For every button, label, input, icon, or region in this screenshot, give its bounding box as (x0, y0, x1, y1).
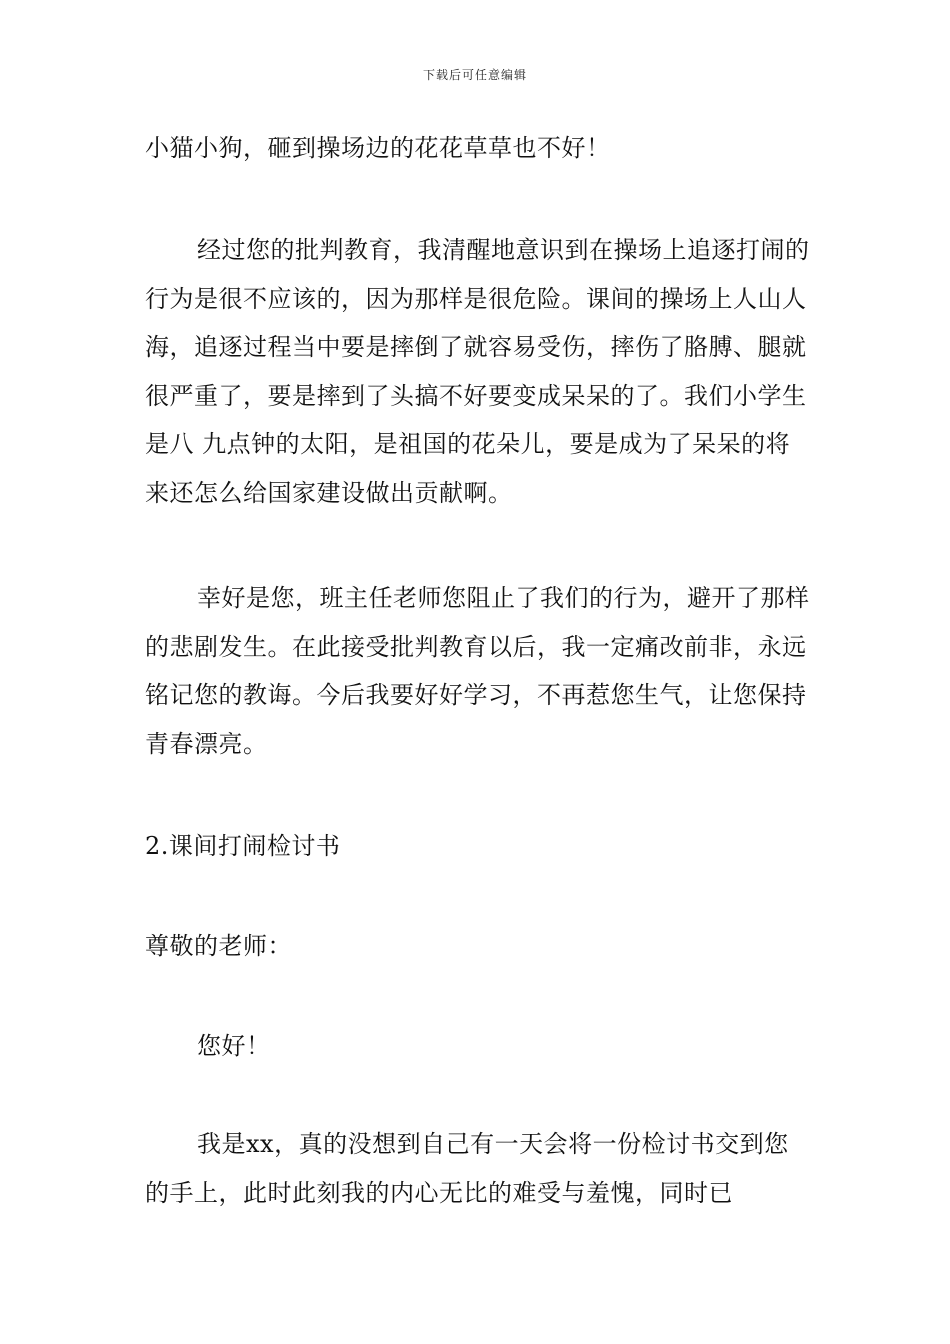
greeting: 您好！ (197, 1032, 271, 1060)
section-heading: 2.课间打闹检讨书 (145, 832, 341, 860)
paragraph-criticism: 经过您的批判教育，我清醒地意识到在操场上追逐打闹的行为是很不应该的，因为那样是很危险。课间的操场上人山人海，追逐过程当中要是摔倒了就容易受伤，摔伤了胳膊、腿就很严重了，要是摔到了头搞不好要变成呆呆的了。我们小学生是八 九点钟的太阳，是祖国的花朵儿，要是成为了呆呆的将来还怎么给国家建设做出贡献啊。 (145, 236, 810, 507)
paragraph-continuation: 小猫小狗，砸到操场边的花花草草也不好！ (145, 134, 611, 162)
salutation: 尊敬的老师： (145, 932, 292, 960)
paragraph-thanks: 幸好是您，班主任老师您阻止了我们的行为，避开了那样的悲剧发生。在此接受批判教育以后，我一定痛改前非，永远铭记您的教诲。今后我要好好学习，不再惹您生气，让您保持青春漂亮。 (145, 584, 810, 758)
paragraph-introduction: 我是xx，真的没想到自己有一天会将一份检讨书交到您的手上，此时此刻我的内心无比的难受与羞愧，同时已 (145, 1130, 789, 1207)
page-header: 下载后可任意编辑 (422, 68, 527, 82)
